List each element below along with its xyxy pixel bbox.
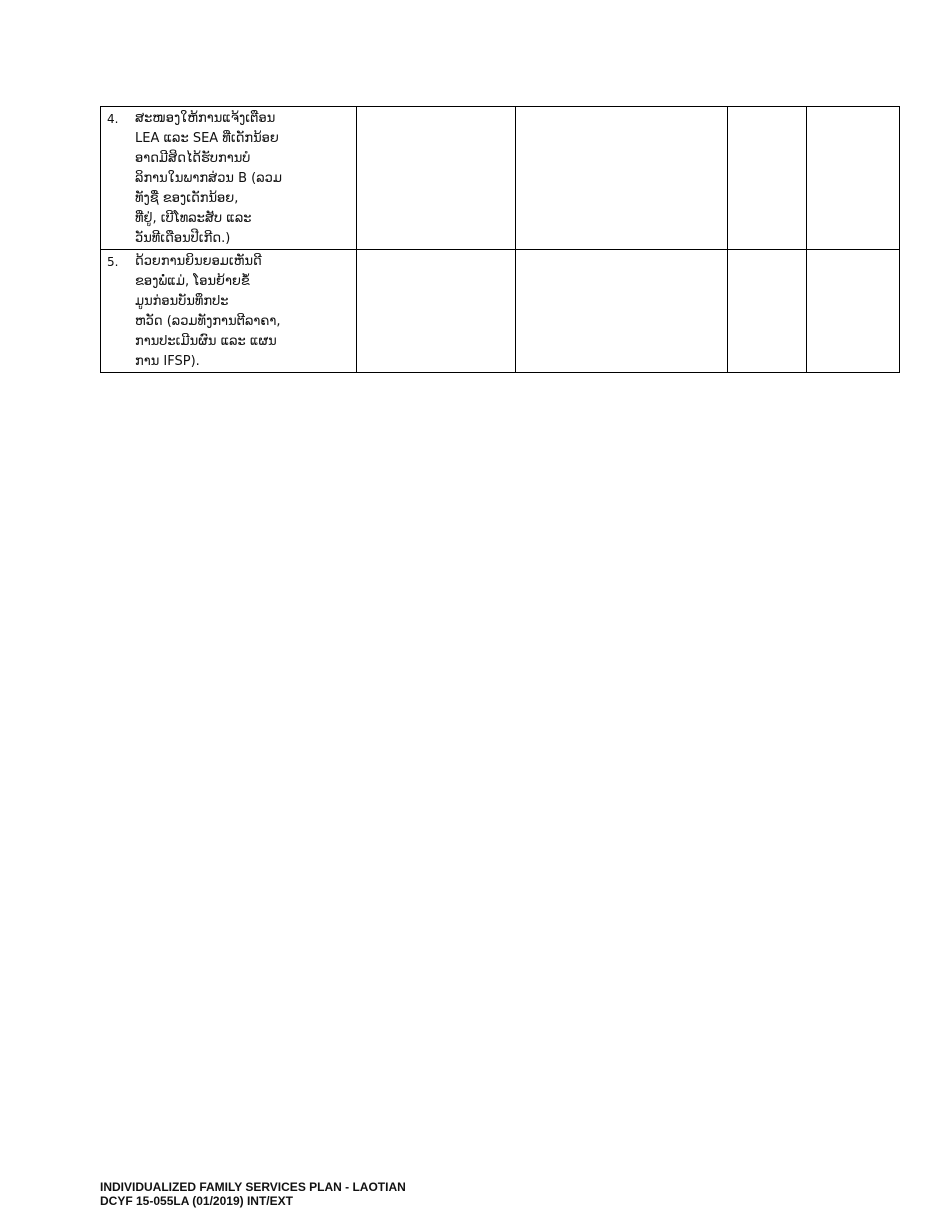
table-cell — [516, 250, 728, 373]
table-cell — [728, 250, 807, 373]
step-description-cell — [101, 250, 357, 373]
form-code: DCYF 15-055LA (01/2019) INT/EXT — [100, 1194, 293, 1208]
table-cell — [807, 250, 900, 373]
table-cell — [728, 107, 807, 250]
table-cell — [516, 107, 728, 250]
step-description-cell — [101, 107, 357, 250]
table-cell — [807, 107, 900, 250]
step-number: 4. — [107, 112, 119, 126]
step-number: 5. — [107, 255, 119, 269]
table-cell — [357, 250, 516, 373]
form-footer — [100, 1180, 406, 1208]
form-title: INDIVIDUALIZED FAMILY SERVICES PLAN - LAOTIAN — [100, 1180, 406, 1194]
step-text: ດ້ວຍການຍິນຍອມເຫັນດີ ຂອງພໍ່ແມ່, ໂອນຍ້າຍຂໍ້ ມູນກ່ອນບັນທຶກປະ ຫວັດ (ລວມທັງການຕີລາຄາ, ການປະເມີນຜົນ ແລະ ແຜນ ການ IFSP). — [135, 254, 281, 369]
table-row — [101, 250, 900, 373]
table-row — [101, 107, 900, 250]
table-cell — [357, 107, 516, 250]
step-text: ສະໜອງໃຫ້ການແຈ້ງເຕືອນ LEA ແລະ SEA ທີ່ເດັກນ້ອຍ ອາດມີສິດໄດ້ຮັບການບໍ ລິການໃນພາກສ່ວນ B (ລວມ ທັງຊື່ ຂອງເດັກນ້ອຍ, ທີ່ຢູ່, ເບີໂທລະສັບ ແລະ ວັນທີເດືອນປີເກີດ.) — [135, 111, 283, 246]
transition-steps-table — [100, 106, 900, 373]
